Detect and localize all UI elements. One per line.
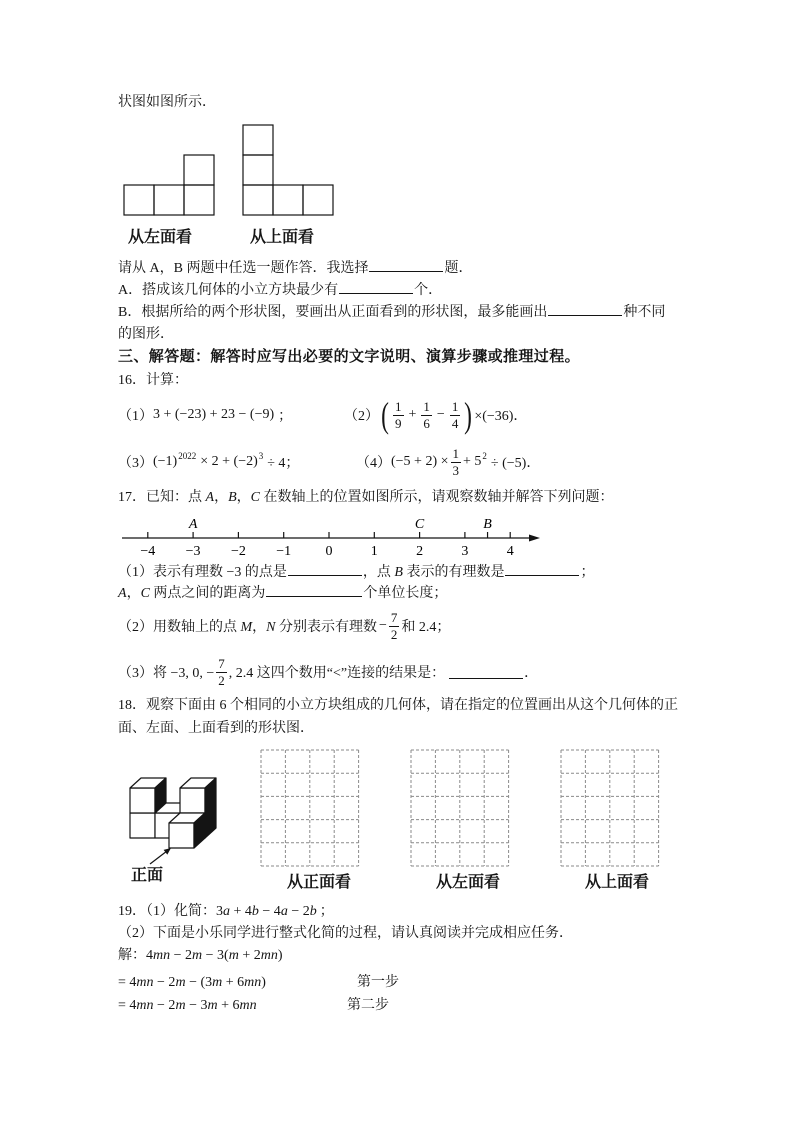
math-variable: C (250, 490, 260, 505)
math-expression: × 2 + (−2) (200, 454, 258, 469)
q17-p1-text: （1）表示有理数 −3 的点是 (118, 565, 287, 580)
numline-point-label: C (414, 517, 425, 532)
numerator: 7 (390, 609, 398, 625)
math-variable: a (280, 904, 288, 919)
left-view-shape (124, 155, 214, 215)
numerator: 1 (451, 398, 459, 414)
answer-grid-3 (561, 750, 659, 866)
front-arrow-head (164, 848, 171, 855)
denominator: 6 (423, 415, 430, 431)
view-square (124, 185, 154, 215)
math-variable: B (394, 565, 403, 580)
denominator: 4 (451, 415, 459, 431)
view-square (273, 185, 303, 215)
step1-note: 第一步 (357, 975, 399, 990)
math-expression-tail: ÷ (−5)． (490, 456, 541, 471)
answer-grid-2 (411, 750, 509, 866)
numline-tick-label: 1 (370, 544, 378, 559)
view-square (154, 185, 184, 215)
answer-blank (449, 665, 523, 679)
math-variable: m (244, 975, 255, 990)
top-view-shape (243, 125, 333, 215)
q15-a-tail: 个． (414, 283, 443, 298)
cube-solid (130, 778, 216, 848)
punctuation: ； (278, 409, 293, 424)
math-expression: 3a + 4b − 4a − 2b (216, 904, 317, 919)
math-variable: n (146, 998, 154, 1013)
numline-tick-label: 2 (416, 544, 424, 559)
grid-caption-front: 从正面看 (287, 874, 352, 891)
math-variable: C (140, 586, 150, 601)
numerator: 1 (423, 398, 430, 414)
answer-grid-1 (261, 750, 359, 866)
exponent: 2 (482, 451, 487, 461)
denominator: 2 (218, 672, 225, 688)
q17-part3 (118, 650, 538, 694)
q15-b-tail: 种不同 (623, 305, 666, 320)
q15-choose-text: 请从 A，B 两题中任选一题作答．我选择 (118, 261, 369, 276)
fraction (393, 399, 404, 432)
intro-text: 状图如图所示． (118, 95, 216, 110)
denominator: 3 (452, 462, 460, 478)
q16-part2 (344, 393, 527, 437)
cube-face (169, 823, 194, 848)
q17-p1-text: A，C 两点之间的距离为 (118, 586, 266, 601)
big-paren-open: ( (381, 395, 389, 435)
operator: − (436, 407, 445, 422)
q17-p2-tail: 和 2.4； (401, 620, 451, 635)
q17-part2 (118, 604, 450, 648)
answer-blank (288, 562, 362, 576)
math-variable: m (175, 975, 186, 990)
numerator: 1 (395, 398, 402, 414)
math-expression: 3 + (−23) + 23 − (−9) (153, 407, 275, 422)
math-variable: b (251, 904, 259, 919)
math-variable: n (254, 975, 262, 990)
numline-point-label: B (483, 517, 492, 532)
math-variable: m (192, 948, 203, 963)
math-variable: M (240, 620, 253, 635)
math-variable: a (223, 904, 230, 919)
math-variable: m (212, 975, 223, 990)
q19-part2: （2）下面是小乐同学进行整式化简的过程，请认真阅读并完成相应任务． (118, 926, 573, 941)
q15-a-text: A．搭成该几何体的小立方块最少有 (118, 283, 339, 298)
numline-point-label: A (188, 517, 198, 532)
fraction (216, 656, 227, 689)
math-variable: n (270, 948, 278, 963)
q18-text-line1: 18．观察下面由 6 个相同的小立方块组成的几何体，请在指定的位置画出从这个几何体的正 (118, 698, 678, 713)
numline-tick-label: −4 (140, 544, 156, 559)
math-variable: m (207, 998, 218, 1013)
math-variable: m (153, 948, 164, 963)
part-label: （4） (356, 456, 391, 471)
q19-part1 (118, 902, 334, 922)
numline-tick-label: 3 (461, 544, 469, 559)
number-line (110, 508, 550, 560)
math-variable: N (266, 620, 276, 635)
math-variable: n (249, 998, 257, 1013)
view-square (184, 155, 214, 185)
q18-text-line2: 面、左面、上面看到的形状图． (118, 721, 314, 736)
q15-views-figure (118, 120, 348, 220)
numline-tick-label: 4 (506, 544, 514, 559)
math-variable: m (239, 998, 250, 1013)
punctuation: ； (580, 565, 595, 580)
front-label: 正面 (131, 867, 164, 884)
cube-face (180, 788, 205, 813)
math-expression-tail: ×(−36)． (474, 409, 528, 424)
q18-figures (0, 740, 794, 890)
q16-part4 (356, 440, 540, 484)
section-title: 三、解答题：解答时应写出必要的文字说明、演算步骤或推理过程。 (118, 349, 581, 365)
view-square (243, 125, 273, 155)
punctuation: ； (319, 904, 334, 919)
view-square (243, 155, 273, 185)
math-variable: A (205, 490, 215, 505)
top-view-caption: 从上面看 (250, 229, 315, 246)
answer-blank (369, 258, 443, 272)
punctuation: ． (524, 666, 539, 681)
q17-p1-text: ，点 B 表示的有理数是 (362, 565, 505, 580)
exponent: 3 (258, 451, 264, 461)
part-label: （2） (344, 409, 379, 424)
q15-option-a (118, 280, 442, 300)
q17-p2-text: （2）用数轴上的点 M，N 分别表示有理数 (118, 620, 378, 635)
solution-step1: = 4mn − 2m − (3m + 6mn) (118, 975, 266, 990)
view-square (184, 185, 214, 215)
numline-tick-label: 0 (325, 544, 333, 559)
q15-b-text: B．根据所给的两个形状图，要画出从正面看到的形状图，最多能画出 (118, 305, 548, 320)
math-expression: (−5 + 2) × (391, 454, 449, 469)
q19-p1-label: 19．（1）化简： (118, 904, 216, 919)
view-square (303, 185, 333, 215)
left-view-caption: 从左面看 (128, 229, 193, 246)
fraction (451, 446, 462, 479)
operator: + (408, 407, 417, 422)
numline-tick-label: −3 (185, 544, 201, 559)
solution-line0 (118, 946, 283, 966)
fraction (389, 610, 400, 643)
q15-choose-line (118, 258, 472, 278)
step2-note: 第二步 (347, 998, 389, 1013)
math-variable: B (228, 490, 237, 505)
solution-step2: = 4mn − 2m − 3m + 6mn (118, 998, 257, 1013)
answer-blank (266, 583, 362, 597)
answer-blank (548, 302, 622, 316)
q16-part3 (118, 440, 299, 484)
numline-tick-label: −2 (230, 544, 246, 559)
big-paren-close: ) (464, 395, 473, 435)
math-variable: b (309, 904, 317, 919)
front-arrow-line (150, 851, 167, 864)
view-square (243, 185, 273, 215)
solution-label: 解： (118, 948, 146, 963)
math-variable: A (118, 586, 127, 601)
math-variable: m (228, 948, 239, 963)
minus-sign: − (379, 618, 387, 633)
q17-part1-line1 (118, 562, 594, 582)
part-label: （1） (118, 409, 153, 424)
q15-option-b (118, 302, 665, 322)
math-expression: 4mn − 2m − 3(m + 2mn) (146, 948, 283, 963)
cube-face (130, 813, 155, 838)
grid-caption-top: 从上面看 (585, 874, 650, 891)
numline-arrow (529, 535, 540, 542)
cube-side-face (205, 778, 216, 838)
q17-p1-text: 个单位长度； (363, 586, 448, 601)
math-variable: m (260, 948, 271, 963)
q15-option-b-line2: 的图形． (118, 327, 174, 342)
exponent: 2022 (178, 451, 197, 461)
fraction (421, 399, 432, 432)
part-label: （3） (118, 456, 153, 471)
math-expression-tail: ÷ 4； (267, 456, 300, 471)
q16-part1 (118, 393, 292, 437)
q16-title: 16．计算： (118, 373, 188, 388)
math-base: (−1) (153, 454, 178, 469)
q15-choose-tail: 题． (444, 261, 473, 276)
math-variable: m (136, 975, 147, 990)
numerator: 7 (218, 655, 225, 671)
q17-p3-text: , 2.4 这四个数用“<”连接的结果是： (228, 666, 446, 681)
answer-blank (505, 562, 579, 576)
math-variable: m (136, 998, 147, 1013)
q17-p3-text: （3）将 −3, 0, − (118, 666, 215, 681)
math-variable: n (163, 948, 171, 963)
q17-part1-line2 (118, 583, 447, 603)
q17-title: 17．已知：点 A，B，C 在数轴上的位置如图所示，请观察数轴并解答下列问题： (118, 490, 614, 505)
grid-caption-left: 从左面看 (436, 874, 501, 891)
denominator: 9 (395, 415, 402, 431)
math-variable: n (146, 975, 154, 990)
numline-tick-label: −1 (276, 544, 292, 559)
denominator: 2 (390, 626, 398, 642)
fraction (450, 399, 461, 432)
cube-face (130, 788, 155, 813)
answer-blank (339, 280, 413, 294)
numerator: 1 (452, 445, 460, 461)
math-expression: + 5 (463, 454, 482, 469)
math-variable: m (175, 998, 186, 1013)
